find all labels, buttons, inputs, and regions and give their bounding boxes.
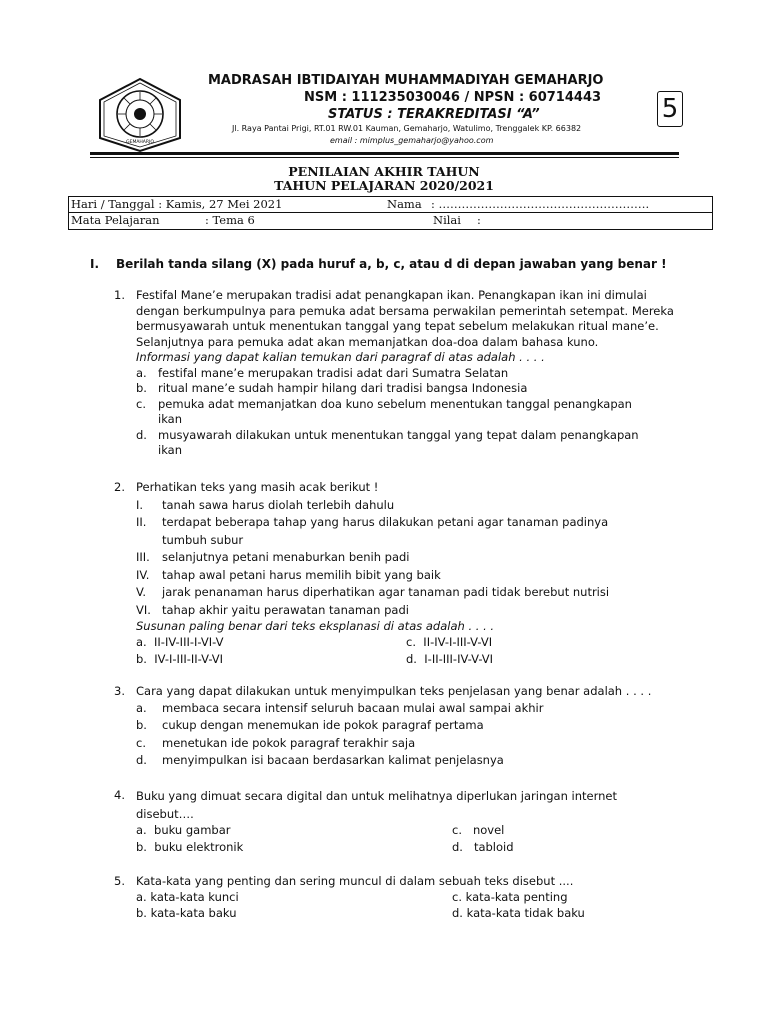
option[interactable]: d. tabloid xyxy=(452,840,514,854)
option[interactable]: d. kata-kata tidak baku xyxy=(452,905,585,920)
question-prompt: Informasi yang dapat kalian temukan dari paragraf di atas adalah . . . . xyxy=(136,350,545,364)
statement: III. selanjutnya petani menaburkan benih padi xyxy=(136,550,410,564)
option[interactable]: c. II-IV-I-III-V-VI xyxy=(406,634,493,649)
question-4 xyxy=(114,788,684,857)
school-address: Jl. Raya Pantai Prigi, RT.01 RW.01 Kauman, Gemaharjo, Watulimo, Trenggalek KP. 66382 xyxy=(232,124,582,133)
option[interactable]: a. buku gambar xyxy=(136,823,231,837)
question-number: 5. xyxy=(114,874,125,888)
day-date: Hari / Tanggal : Kamis, 27 Mei 2021 xyxy=(71,197,283,211)
option[interactable]: b. ritual mane’e sudah hampir hilang dari tradisi bangsa Indonesia xyxy=(136,381,528,395)
info-divider xyxy=(69,212,712,213)
option[interactable]: b. IV-I-III-II-V-VI xyxy=(136,651,224,666)
score-field[interactable]: : xyxy=(477,213,481,227)
option[interactable]: c. novel xyxy=(452,823,505,837)
option-row xyxy=(114,635,684,652)
question-text: Perhatikan teks yang masih acak berikut ! xyxy=(136,480,379,494)
question-2 xyxy=(114,480,684,669)
option[interactable]: d. I-II-III-IV-V-VI xyxy=(406,651,494,666)
option[interactable]: b. kata-kata baku xyxy=(136,905,237,920)
section-number: I. xyxy=(90,257,100,271)
statement: V. jarak penanaman harus diperhatikan agar tanaman padi tidak berebut nutrisi xyxy=(136,585,610,599)
school-email: email : mimplus_gemaharjo@yahoo.com xyxy=(330,136,494,145)
question-number: 1. xyxy=(114,288,125,302)
subject-label: Mata Pelajaran xyxy=(71,213,160,227)
option[interactable]: a. membaca secara intensif seluruh bacaan mulai awal sampai akhir xyxy=(136,700,544,715)
option[interactable]: a. festifal mane’e merupakan tradisi adat dari Sumatra Selatan xyxy=(136,365,509,380)
option[interactable]: c. pemuka adat memanjatkan doa kuno sebelum menentukan tanggal penangkapan ikan xyxy=(136,396,632,426)
option-row xyxy=(114,840,684,857)
question-text: Kata-kata yang penting dan sering muncul di dalam sebuah teks disebut .... xyxy=(136,874,574,888)
option[interactable]: b. cukup dengan menemukan ide pokok paragraf pertama xyxy=(136,718,484,732)
subject-value: : Tema 6 xyxy=(205,213,255,227)
question-5 xyxy=(114,874,684,922)
statement: VI. tahap akhir yaitu perawatan tanaman padi xyxy=(136,602,409,617)
score-label: Nilai xyxy=(433,213,461,227)
school-logo xyxy=(92,76,188,154)
option-row xyxy=(114,652,684,669)
question-text: Buku yang dimuat secara digital dan untuk melihatnya diperlukan jaringan internet disebut…. xyxy=(136,789,618,821)
question-3 xyxy=(114,684,684,770)
question-1 xyxy=(114,288,684,459)
question-prompt: Susunan paling benar dari teks eksplanasi di atas adalah . . . . xyxy=(136,619,495,633)
option-row xyxy=(114,906,684,922)
exam-title: PENILAIAN AKHIR TAHUN xyxy=(288,164,480,179)
option[interactable]: d. musyawarah dilakukan untuk menentukan tanggal yang tepat dalam penangkapan ikan xyxy=(136,427,639,457)
section-instruction-text: Berilah tanda silang (X) pada huruf a, b, c, atau d di depan jawaban yang benar ! xyxy=(116,257,667,271)
option[interactable]: b. buku elektronik xyxy=(136,840,244,854)
option[interactable]: a. kata-kata kunci xyxy=(136,889,239,904)
question-number: 4. xyxy=(114,788,125,802)
question-number: 3. xyxy=(114,684,125,698)
nsm-npsn: NSM : 111235030046 / NPSN : 60714443 xyxy=(304,90,602,105)
statement: II. terdapat beberapa tahap yang harus dilakukan petani agar tanaman padinya tumbuh subur xyxy=(136,515,609,547)
question-text: Cara yang dapat dilakukan untuk menyimpulkan teks penjelasan yang benar adalah . . . . xyxy=(136,684,652,698)
student-info-box xyxy=(68,196,713,230)
header-divider xyxy=(90,152,679,155)
name-label: Nama xyxy=(387,197,422,211)
option[interactable]: d. menyimpulkan isi bacaan berdasarkan kalimat penjelasnya xyxy=(136,753,504,767)
accreditation-status: STATUS : TERAKREDITASI “A” xyxy=(328,107,540,122)
header-divider-thin xyxy=(90,157,679,158)
statement: IV. tahap awal petani harus memilih bibit yang baik xyxy=(136,567,441,582)
question-text: Festifal Mane’e merupakan tradisi adat penangkapan ikan. Penangkapan ikan ini dimulai dengan berkumpulnya para pemuka adat bersama perwakilan pemerintah setempat. Mereka bermusyawarah untuk menentukan tanggal yang tepat sebelum melakukan ritual mane’e. Selanjutnya para pemuka adat akan memanjatkan doa-doa dalam bahasa kuno. xyxy=(136,288,674,349)
option[interactable]: c. kata-kata penting xyxy=(452,889,568,904)
school-name: MADRASAH IBTIDAIYAH MUHAMMADIYAH GEMAHARJO xyxy=(208,73,604,88)
option-row xyxy=(114,823,684,840)
logo-caption: GEMAHARJO xyxy=(126,140,154,145)
name-field[interactable]: : ………………………………………………. xyxy=(431,197,650,211)
question-number: 2. xyxy=(114,480,125,494)
page-number-badge: 5 xyxy=(657,91,683,127)
scrambled-statements xyxy=(114,497,684,620)
option[interactable]: c. menetukan ide pokok paragraf terakhir saja xyxy=(136,735,416,750)
section-instruction xyxy=(90,257,667,271)
statement: I. tanah sawa harus diolah terlebih dahulu xyxy=(136,497,395,512)
option[interactable]: a. II-IV-III-I-VI-V xyxy=(136,634,224,649)
option-row xyxy=(114,890,684,906)
exam-year: TAHUN PELAJARAN 2020/2021 xyxy=(274,178,494,193)
